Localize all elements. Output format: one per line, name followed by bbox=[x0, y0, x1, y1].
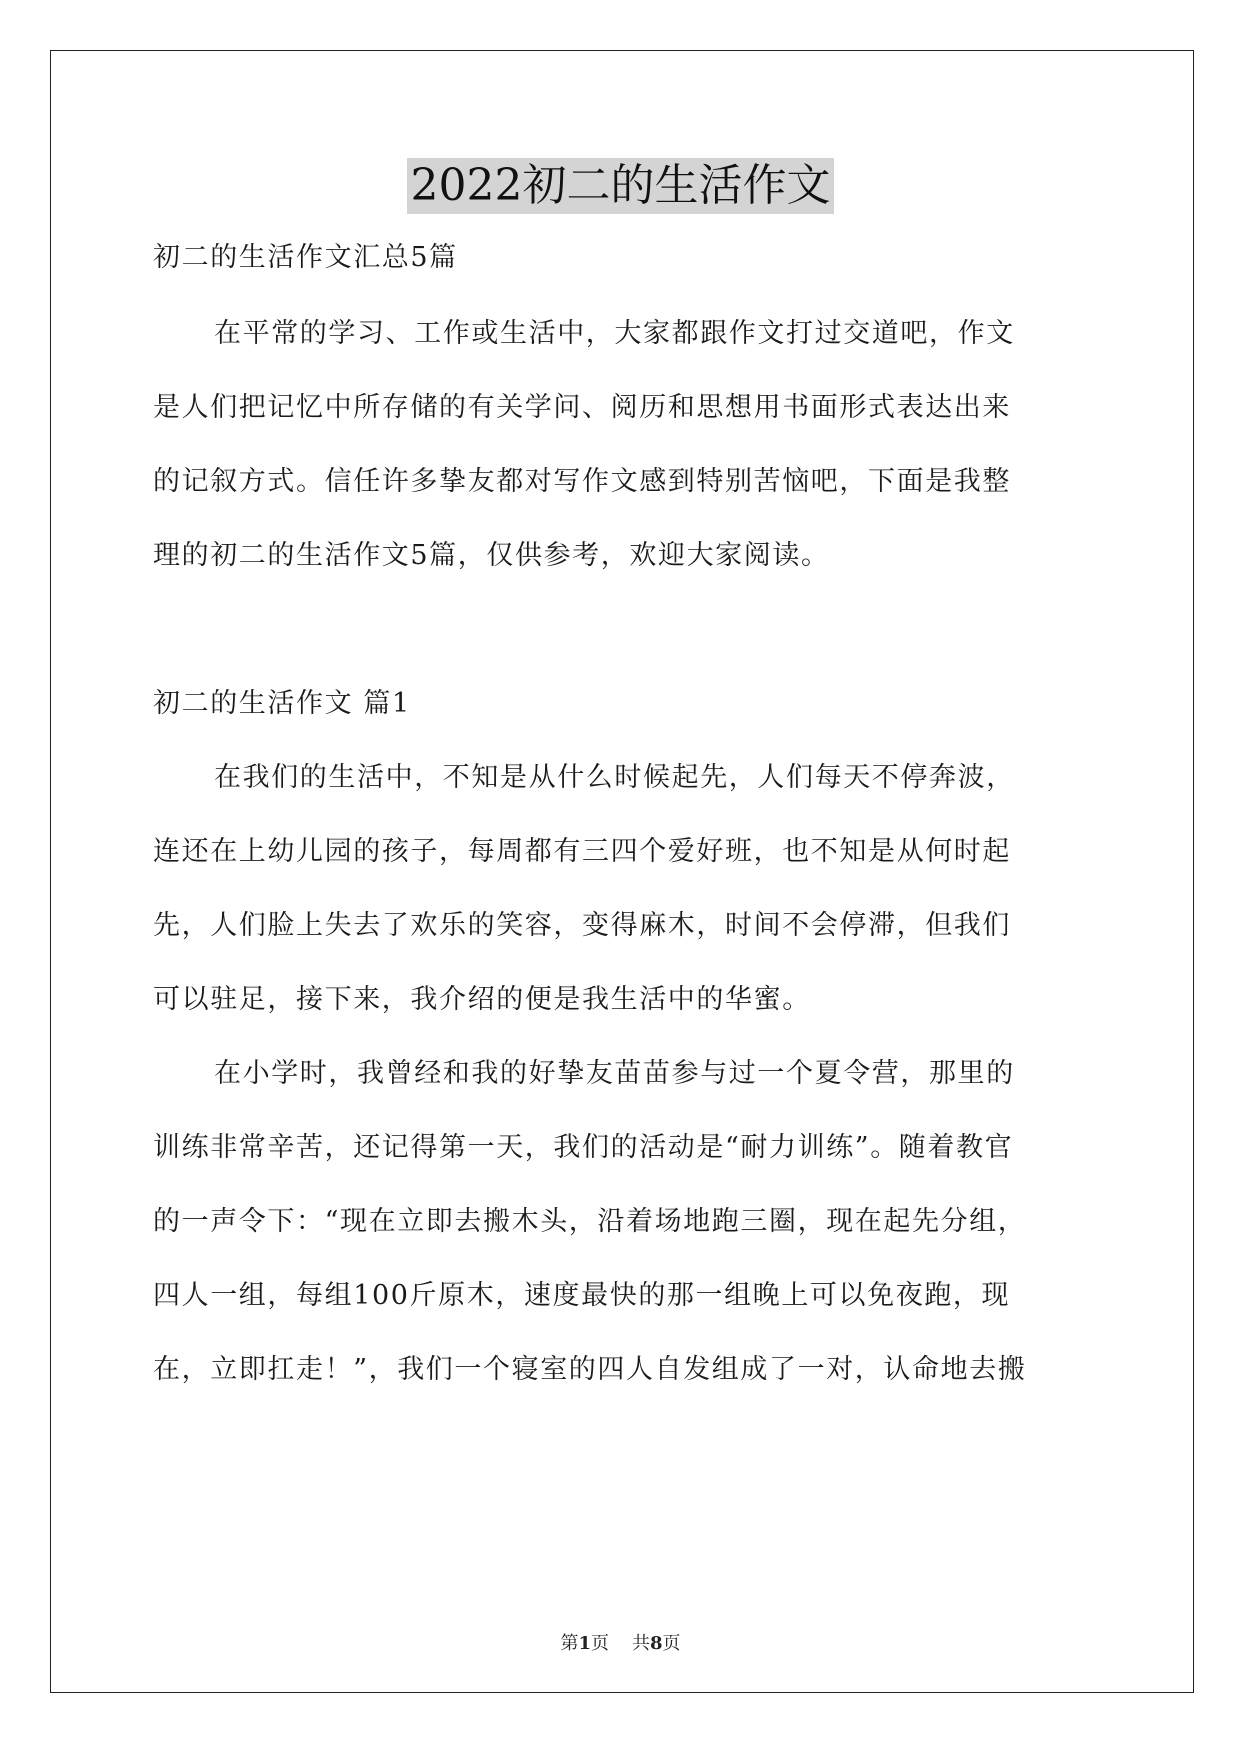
document-subtitle: 初二的生活作文汇总5篇 bbox=[153, 242, 458, 273]
paragraph-line: 训练非常辛苦，还记得第一天，我们的活动是“耐力训练”。随着教官 bbox=[153, 1132, 1014, 1163]
page-footer bbox=[0, 1632, 1241, 1656]
paragraph-line: 连还在上幼儿园的孩子，每周都有三四个爱好班，也不知是从何时起 bbox=[153, 836, 1011, 867]
paragraph-line: 四人一组，每组100斤原木，速度最快的那一组晚上可以免夜跑，现 bbox=[153, 1280, 1011, 1311]
document-title: 2022初二的生活作文 bbox=[407, 158, 835, 214]
title-block bbox=[0, 158, 1241, 214]
page-number: 1 bbox=[578, 1633, 592, 1654]
intro-line: 的记叙方式。信任许多挚友都对写作文感到特别苦恼吧，下面是我整 bbox=[153, 466, 1011, 497]
intro-line: 在平常的学习、工作或生活中，大家都跟作文打过交道吧，作文 bbox=[214, 318, 1015, 349]
paragraph-line: 在，立即扛走！”，我们一个寝室的四人自发组成了一对，认命地去搬 bbox=[153, 1354, 1027, 1385]
total-label-prefix: 共 bbox=[631, 1633, 650, 1654]
paragraph-line: 在我们的生活中，不知是从什么时候起先，人们每天不停奔波， bbox=[214, 762, 1015, 793]
total-pages: 8 bbox=[649, 1633, 663, 1654]
page-label-suffix: 页 bbox=[591, 1633, 610, 1654]
paragraph-line: 在小学时，我曾经和我的好挚友苗苗参与过一个夏令营，那里的 bbox=[214, 1058, 1015, 1089]
paragraph-line: 的一声令下：“现在立即去搬木头，沿着场地跑三圈，现在起先分组， bbox=[153, 1206, 1027, 1237]
intro-line: 是人们把记忆中所存储的有关学问、阅历和思想用书面形式表达出来 bbox=[153, 392, 1011, 423]
section-heading: 初二的生活作文 篇1 bbox=[153, 688, 411, 719]
page-label-prefix: 第 bbox=[560, 1633, 579, 1654]
intro-line: 理的初二的生活作文5篇，仅供参考，欢迎大家阅读。 bbox=[153, 540, 830, 571]
paragraph-line: 先，人们脸上失去了欢乐的笑容，变得麻木，时间不会停滞，但我们 bbox=[153, 910, 1011, 941]
total-label-suffix: 页 bbox=[662, 1633, 681, 1654]
paragraph-line: 可以驻足，接下来，我介绍的便是我生活中的华蜜。 bbox=[153, 984, 811, 1015]
